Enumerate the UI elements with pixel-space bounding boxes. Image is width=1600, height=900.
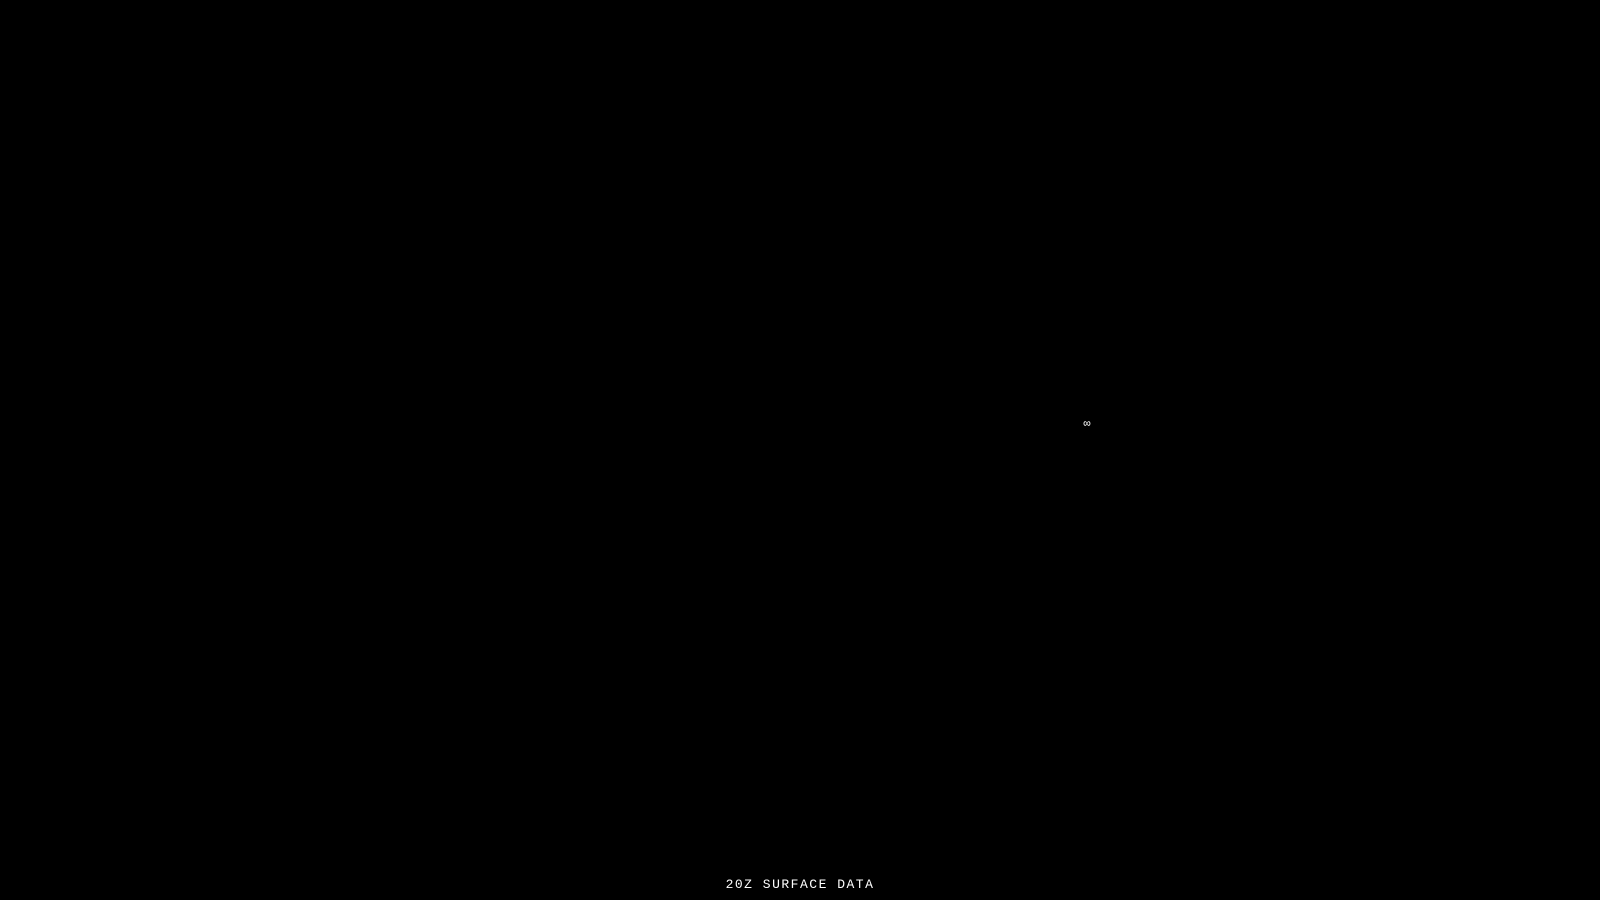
station-plot-infinity-icon: ∞ xyxy=(1083,417,1091,431)
page-title: 20Z SURFACE DATA xyxy=(725,877,875,892)
